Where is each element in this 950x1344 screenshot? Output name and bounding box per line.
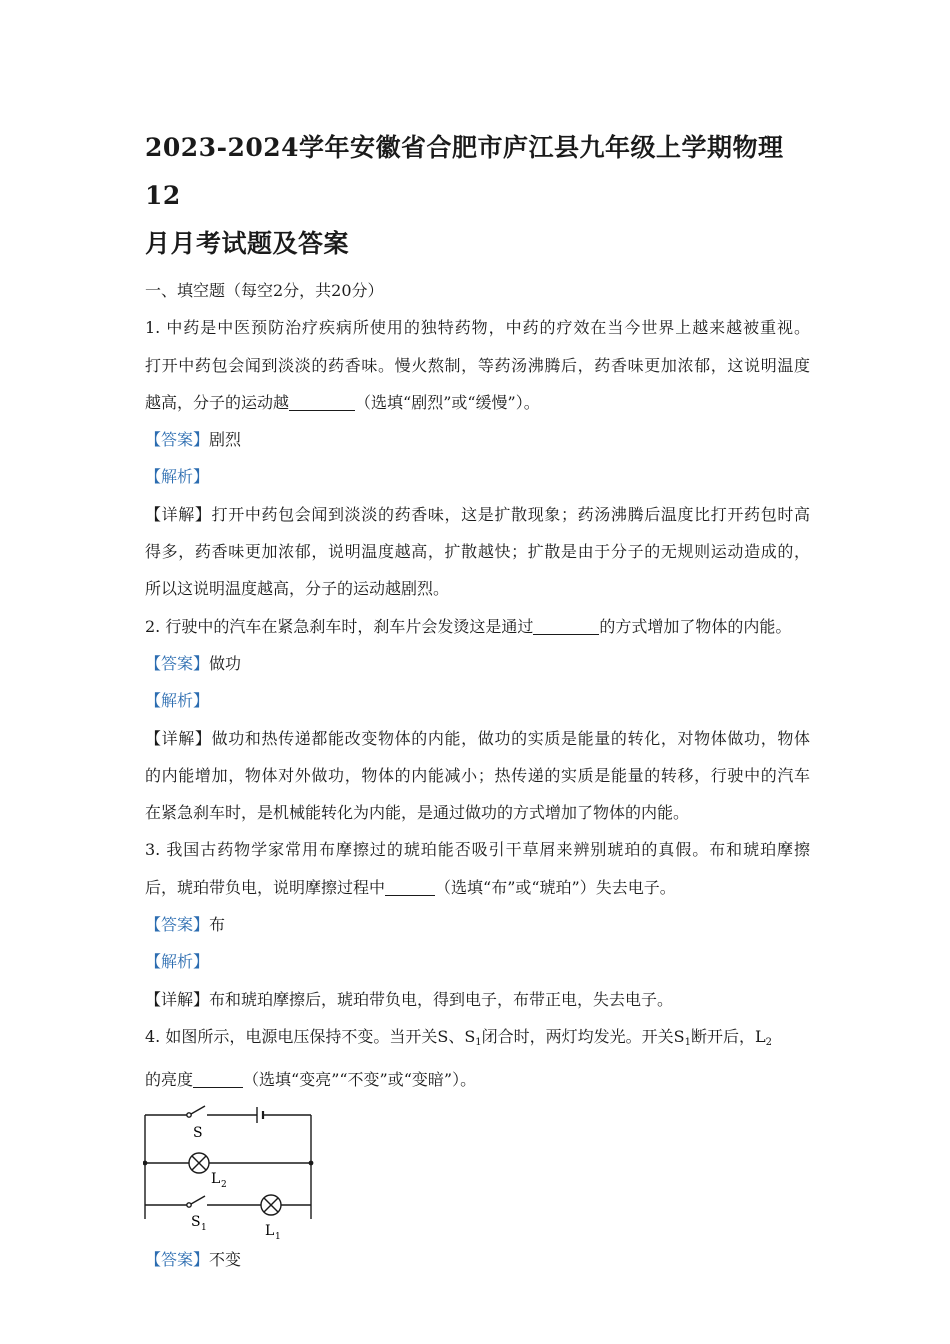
q2-text-line1: 2. 行驶中的汽车在紧急刹车时，刹车片会发烫这是通过 的方式增加了物体的内能。 <box>145 616 792 636</box>
q1-answer: 【答案】剧烈 <box>145 430 242 450</box>
switch-s1-blade <box>191 1196 205 1204</box>
answer-label: 【答案】 <box>145 915 210 935</box>
q1-detail-line2: 得多，药香味更加浓郁，说明温度越高，扩散越快；扩散是由于分子的无规则运动造成的， <box>145 542 810 562</box>
circuit-diagram <box>143 1105 323 1239</box>
answer-label: 【答案】 <box>145 430 210 450</box>
label-s1-sub: 1 <box>201 1222 207 1233</box>
q3-detail-line1: 【详解】布和琥珀摩擦后，琥珀带负电，得到电子，布带正电，失去电子。 <box>145 989 674 1009</box>
q4-text-line1: 4. 如图所示，电源电压保持不变。当开关S、$S_1$闭合时，两灯均发光。开关$S_1$断开后，$L_2$ <box>145 1026 773 1048</box>
label-l1-sub: 1 <box>275 1231 281 1239</box>
q4-text-line2: 的亮度 （选填“变亮”“不变”或“变暗”）。 <box>145 1070 477 1090</box>
q1-detail-line1: 【详解】打开中药包会闻到淡淡的药香味，这是扩散现象；药汤沸腾后温度比打开药包时高 <box>145 504 810 524</box>
q2-detail-line2: 的内能增加，物体对外做功，物体的内能减小；热传递的实质是能量的转移，行驶中的汽车 <box>145 765 810 785</box>
q2-analysis <box>145 682 810 719</box>
switch-s-blade <box>191 1106 205 1114</box>
q2-blank <box>533 616 599 635</box>
q3-analysis <box>145 943 810 980</box>
label-l1: L <box>265 1222 275 1239</box>
q2-detail-line1: 【详解】做功和热传递都能改变物体的内能，做功的实质是能量的转化，对物体做功，物体 <box>145 728 810 748</box>
switch-s1-pivot <box>187 1202 191 1206</box>
q1-text-line3: 越高，分子的运动越 （选填“剧烈”或“缓慢”）。 <box>145 392 540 412</box>
q1-text-line2: 打开中药包会闻到淡淡的药香味。慢火熬制，等药汤沸腾后，药香味更加浓郁，这说明温度 <box>145 355 810 375</box>
detail-label: 【详解】 <box>145 504 212 524</box>
label-s: S <box>193 1124 203 1141</box>
q1-analysis <box>145 458 810 495</box>
detail-label: 【详解】 <box>145 989 210 1009</box>
q3-text-line2: 后，琥珀带负电，说明摩擦过程中 （选填“布”或“琥珀”）失去电子。 <box>145 877 676 897</box>
q4-blank <box>193 1069 243 1088</box>
analysis-label: 【解析】 <box>145 691 210 711</box>
switch-s-pivot <box>187 1112 191 1116</box>
q1-blank <box>289 392 355 411</box>
label-l2: L <box>211 1170 221 1187</box>
q1-text-line1: 1. 中药是中医预防治疗疾病所使用的独特药物，中药的疗效在当今世界上越来越被重视。 <box>145 318 810 338</box>
junction-left <box>143 1160 147 1165</box>
q3-answer: 【答案】布 <box>145 915 226 935</box>
doc-title-line2: 月月考试题及答案 <box>145 229 350 258</box>
q1-detail-line3: 所以这说明温度越高，分子的运动越剧烈。 <box>145 579 450 599</box>
q3-text-line1: 3. 我国古药物学家常用布摩擦过的琥珀能否吸引干草屑来辨别琥珀的真假。布和琥珀摩擦 <box>145 840 810 860</box>
label-s1: S <box>191 1213 201 1230</box>
label-l2-sub: 2 <box>221 1179 227 1190</box>
q2-detail-line3: 在紧急刹车时，是机械能转化为内能，是通过做功的方式增加了物体的内能。 <box>145 803 690 823</box>
analysis-label: 【解析】 <box>145 467 210 487</box>
answer-label: 【答案】 <box>145 653 210 673</box>
junction-right <box>309 1160 314 1165</box>
doc-title-line1: 2023-2024学年安徽省合肥市庐江县九年级上学期物理12 <box>145 133 784 210</box>
document-page <box>145 124 810 1278</box>
analysis-label: 【解析】 <box>145 952 210 972</box>
section-heading: 一、填空题（每空2分，共20分） <box>145 281 384 300</box>
q2-answer: 【答案】做功 <box>145 653 242 673</box>
q4-answer: 【答案】不变 <box>145 1249 242 1269</box>
answer-label: 【答案】 <box>145 1249 210 1269</box>
q3-blank <box>385 877 435 896</box>
detail-label: 【详解】 <box>145 728 212 748</box>
